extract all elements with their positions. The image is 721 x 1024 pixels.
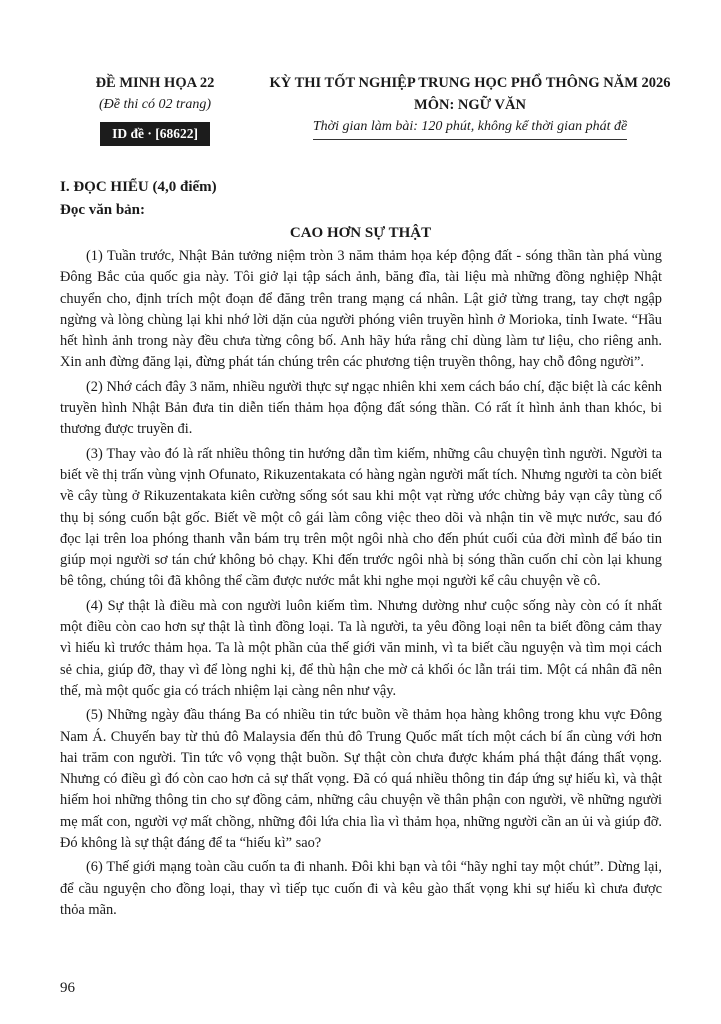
story-title: CAO HƠN SỰ THẬT: [289, 225, 432, 241]
header-right: [260, 72, 680, 140]
paragraph-4: (4) Sự thật là điều mà con người luôn kiếm tìm. Nhưng dường như cuộc sống này còn có ít nhất một điều còn cao hơn sự thật là tình đồng loại. Ta là người, ta yêu đồng loại nên ta biết đồng cảm thay vì hiếu kì trước thảm họa. Ta là một phần của thế giới văn minh, vì ta biết cầu nguyện và tìm mọi cách sẻ chia, giúp đỡ, thay vì để lòng nghi kị, để thù hận che mờ cả khối óc lẫn trái tim. Một cá nhân đã nên thế, mà một quốc gia có trách nhiệm lại càng nên như vậy.: [60, 597, 662, 699]
exam-id-badge: ID đề · [68622]: [100, 122, 210, 146]
section-heading: I. ĐỌC HIỂU (4,0 điểm): [60, 179, 217, 195]
time-note: Thời gian làm bài: 120 phút, không kể thời gian phát đề: [313, 116, 627, 140]
header-left: [60, 72, 250, 146]
page-number: 96: [60, 980, 75, 996]
read-instruction: Đọc văn bản:: [60, 202, 146, 218]
subject-label: MÔN: NGỮ VĂN: [414, 97, 526, 113]
paragraph-2: (2) Nhớ cách đây 3 năm, nhiều người thực sự ngạc nhiên khi xem cách báo chí, đặc biệt là các kênh truyền hình Nhật Bản đưa tin diễn tiến thảm họa động đất sóng thần. Có rất ít hình ảnh than khóc, bi thương được truyền đi.: [60, 378, 662, 438]
exam-code: ĐỀ MINH HỌA 22: [95, 75, 215, 91]
exam-title: KỲ THI TỐT NGHIỆP TRUNG HỌC PHỔ THÔNG NĂM 2026: [269, 75, 671, 91]
paragraph-5: (5) Những ngày đầu tháng Ba có nhiều tin tức buồn về thảm họa hàng không trong khu vực Đông Nam Á. Chuyến bay từ thủ đô Malaysia đến thủ đô Trung Quốc mất tích một cách bí ẩn cùng với hơn hai trăm con người. Tin tức vô vọng thật buồn. Sự thật còn chưa được khám phá thật đáng thất vọng. Nhưng có điều gì đó còn cao hơn cả sự thất vọng. Đã có quá nhiều thông tin đáp ứng sự hiếu kì, và thật hiếm hoi những thông tin cho sự đồng cảm, những câu chuyện về thân phận con người, về những người mẹ mất con, người vợ mất chồng, những đôi lứa chia lìa vì thảm họa, những người cần an ủi và giúp đỡ. Đó không là sự thật đáng để ta “hiếu kì” sao?: [60, 707, 662, 852]
page-count-note: (Đề thi có 02 trang): [99, 97, 211, 112]
paragraph-6: (6) Thế giới mạng toàn cầu cuốn ta đi nhanh. Đôi khi bạn và tôi “hãy nghỉ tay một chút”. Dừng lại, để cầu nguyện cho đồng loại, thay vì tiếp tục cuốn đi và kêu gào thất vọng khi sự hiếu kì chưa được thỏa mãn.: [60, 859, 662, 918]
paragraph-3: (3) Thay vào đó là rất nhiều thông tin hướng dẫn tìm kiếm, những câu chuyện tình người. Người ta biết về thị trấn vùng vịnh Ofunato, Rikuzentakata có hàng ngàn người mất tích. Nhưng người ta còn biết về cây tùng ở Rikuzentakata kiên cường sống sót sau khi một vạt rừng ước chừng bảy vạn cây tùng cổ thụ bị sóng cuốn bật gốc. Biết về một cô gái làm công việc theo dõi và nhận tin về mực nước, sau đó đọc lại trên loa phóng thanh vẫn bám trụ trên một ngôi nhà cho đến phút cuối của đời mình để báo tin giúp mọi người sơ tán chứ không bỏ chạy. Khi đến trước ngôi nhà bị sóng thần cuốn chỉ còn lại khung bê tông, chúng tôi đã không thể cầm được nước mắt khi nghe mọi người kể câu chuyện về cô.: [60, 445, 662, 590]
passage: [60, 246, 662, 924]
paragraph-1: (1) Tuần trước, Nhật Bản tưởng niệm tròn 3 năm thảm họa kép động đất - sóng thần tàn phá vùng Đông Bắc của quốc gia này. Tôi giở lại tập sách ảnh, băng đĩa, tài liệu mà những đồng nghiệp Nhật chuyển cho, định trích một đoạn để đăng trên trang mạng cá nhân. Lật giở từng trang, tay chợt ngập ngừng và lòng chùng lại khi nhớ lời dặn của người phóng viên truyền hình ở Morioka, tỉnh Iwate. “Hầu hết hình ảnh trong này đều chưa từng công bố. Anh hãy hứa rằng chỉ dùng làm tư liệu, cho riêng anh. Xin anh đừng đăng lại, đừng phát tán chúng trên các phương tiện truyền thông, hay chỗ đông người”.: [60, 248, 662, 371]
